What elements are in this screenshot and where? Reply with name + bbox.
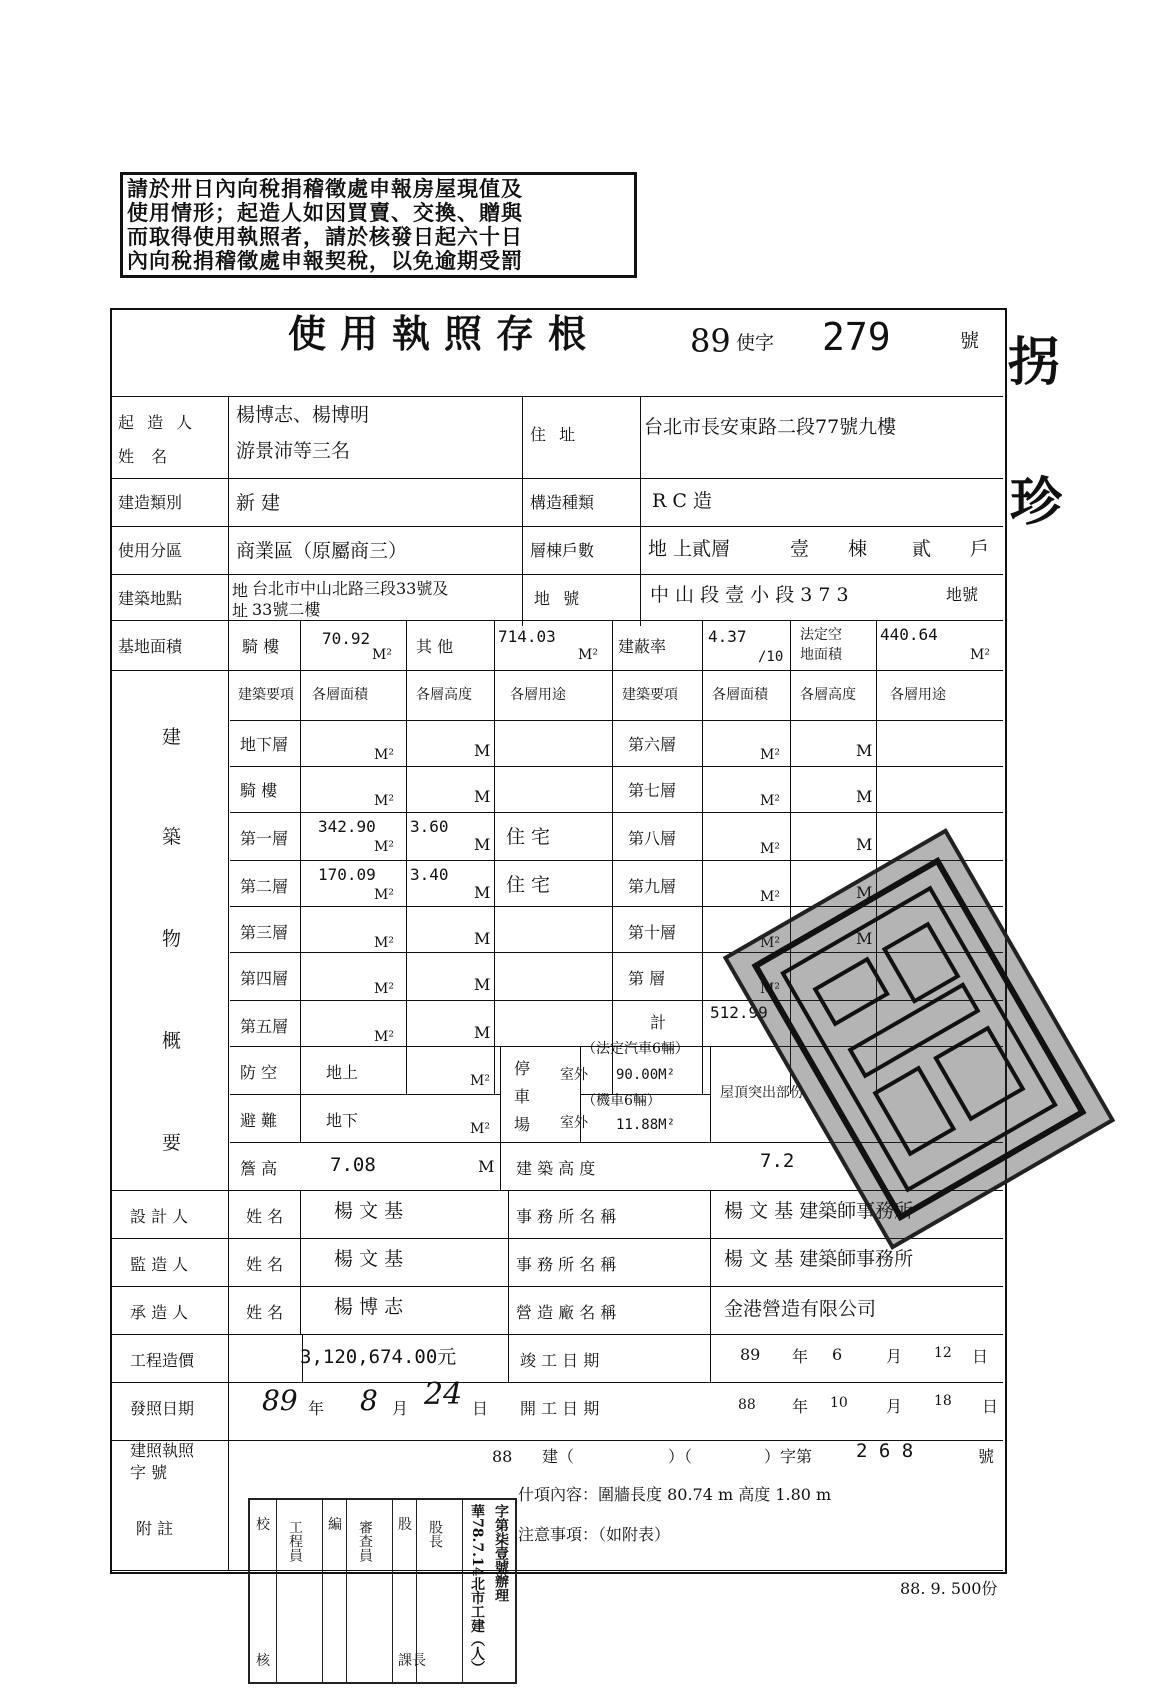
unit: M² [374, 887, 394, 903]
unit: M² [760, 889, 780, 905]
remarks-line: 注意事項：（如附表） [518, 1525, 671, 1544]
unit: M² [470, 1121, 490, 1137]
owner-label: 姓 名 [118, 447, 174, 466]
month-unit: 月 [886, 1397, 903, 1416]
build-permit-suffix: 號 [978, 1447, 995, 1466]
year-unit: 年 [792, 1347, 809, 1366]
start-month: 10 [830, 1395, 848, 1411]
col-header: 各層高度 [800, 687, 856, 703]
issue-month: 8 [360, 1384, 378, 1417]
unit: M [856, 929, 873, 948]
address-label: 住 址 [530, 425, 580, 444]
coverage-label: 建蔽率 [618, 637, 667, 656]
outdoor-label: 室外 [560, 1067, 588, 1083]
side-label: 概 [162, 1030, 182, 1052]
buildings: 壹 [790, 538, 810, 560]
build-type-label: 建造類別 [118, 493, 183, 512]
structure-label: 構造種類 [530, 493, 595, 512]
day-unit: 日 [472, 1399, 489, 1418]
designer-name: 楊 文 基 [334, 1200, 404, 1222]
outdoor-area: 11.88M² [616, 1117, 676, 1133]
office-label: 事 務 所 名 稱 [516, 1207, 617, 1226]
unit: M² [760, 981, 780, 997]
floor-item: 第五層 [240, 1017, 289, 1036]
shelter-below: 地下 [326, 1111, 359, 1130]
side-label: 物 [162, 928, 182, 950]
unit: M [856, 787, 873, 806]
unit: M² [760, 793, 780, 809]
contractor-office: 金港營造有限公司 [724, 1298, 877, 1320]
unit: M² [374, 1029, 394, 1045]
households: 貳 [912, 538, 932, 560]
edge-char: 珍 [1010, 472, 1063, 533]
build-permit-type: 建（ [542, 1447, 575, 1466]
owner-label: 起 造 人 [118, 413, 197, 432]
permit-prefix: 使字 [736, 332, 775, 354]
col-header: 建築要項 [622, 687, 678, 703]
name-label: 姓 名 [246, 1303, 284, 1322]
col-header: 各層高度 [416, 687, 472, 703]
supervisor-name: 楊 文 基 [334, 1248, 404, 1270]
month-unit: 月 [886, 1347, 903, 1366]
day-unit: 日 [982, 1397, 999, 1416]
households-unit: 戶 [970, 538, 990, 560]
moto-note: （機車6輛） [582, 1093, 661, 1109]
side-label: 築 [162, 826, 182, 848]
zoning: 商業區（原屬商三） [236, 540, 408, 562]
open-space-label: 地面積 [800, 647, 842, 663]
floor-item: 第十層 [628, 923, 677, 942]
col-header: 各層面積 [712, 687, 768, 703]
floor-item: 第二層 [240, 877, 289, 896]
issue-day: 24 [424, 1377, 463, 1412]
remarks-line: 什項內容：圍牆長度 80.74 m 高度 1.80 m [518, 1485, 832, 1504]
total-area: 512.99 [710, 1003, 768, 1022]
floor-item: 第六層 [628, 735, 677, 754]
floor-height: 3.60 [410, 817, 449, 836]
year-unit: 年 [792, 1397, 809, 1416]
unit: M [478, 1157, 495, 1176]
floor-item: 第 層 [628, 969, 666, 988]
year-unit: 年 [308, 1399, 325, 1418]
floor-area: 342.90 [318, 817, 376, 836]
completion-year: 89 [740, 1345, 761, 1364]
coverage-den: /10 [758, 649, 784, 665]
unit: M [856, 741, 873, 760]
col-header: 各層用途 [890, 687, 946, 703]
arcade-label: 騎 樓 [242, 637, 280, 656]
site-address: 台北市中山北路三段33號及 [252, 579, 449, 598]
unit: M [474, 883, 491, 902]
seal-label: 股 [398, 1517, 412, 1533]
print-run: 88. 9. 500份 [900, 1579, 998, 1598]
open-space-area: 440.64 [880, 625, 938, 644]
eaves-label: 簷 高 [240, 1159, 278, 1178]
floors: 地 上貳層 [648, 538, 731, 560]
addr-prefix: 址 [232, 601, 249, 620]
floor-item: 第三層 [240, 923, 289, 942]
unit: M² [760, 747, 780, 763]
shelter-above: 地上 [326, 1063, 359, 1082]
completion-month: 6 [832, 1345, 843, 1364]
eaves-height: 7.08 [330, 1154, 376, 1176]
notice-line: 內向稅捐稽徵處申報契稅，以免逾期受罰 [127, 249, 523, 273]
page-title: 使用執照存根 [288, 311, 601, 356]
lot-suffix: 地號 [946, 585, 979, 604]
unit: M [856, 883, 873, 902]
completion-day: 12 [934, 1345, 952, 1361]
unit: M² [760, 841, 780, 857]
issue-label: 發照日期 [130, 1399, 195, 1418]
floor-item: 第一層 [240, 829, 289, 848]
floor-item: 第九層 [628, 877, 677, 896]
seal-label: 核 [256, 1653, 270, 1669]
office-label: 營 造 廠 名 稱 [516, 1303, 617, 1322]
outdoor-label: 室外 [560, 1115, 588, 1131]
coverage-ratio: 4.37 [708, 627, 747, 646]
structure-type: R C 造 [652, 490, 712, 512]
unit: M² [374, 981, 394, 997]
contractor-name: 楊 博 志 [334, 1296, 404, 1318]
owner-names: 游景沛等三名 [236, 440, 351, 462]
outdoor-area: 90.00M² [616, 1067, 676, 1083]
unit: M [474, 929, 491, 948]
unit: M [474, 787, 491, 806]
day-unit: 日 [972, 1347, 989, 1366]
building-height: 7.2 [760, 1150, 795, 1172]
shelter-label: 防 空 [240, 1063, 278, 1082]
permit-number: 279 [822, 315, 891, 359]
supervisor-office: 楊 文 基 建築師事務所 [724, 1248, 914, 1270]
col-header: 各層用途 [510, 687, 566, 703]
notice-line: 請於卅日內向稅捐稽徵處申報房屋現值及 [127, 177, 523, 201]
floors-label: 層棟戶數 [530, 541, 595, 560]
unit: M² [372, 647, 392, 663]
parking-label: 車 [514, 1087, 531, 1106]
parking-label: 場 [514, 1115, 531, 1134]
shelter-label: 避 難 [240, 1111, 278, 1130]
designer-office: 楊 文 基 建築師事務所 [724, 1200, 914, 1222]
building-height-label: 建 築 高 度 [516, 1159, 596, 1178]
permit-label: 建照執照 [130, 1441, 195, 1460]
addr-prefix: 地 [232, 581, 249, 600]
seal-label: 工程員 [287, 1520, 303, 1562]
open-space-label: 法定空 [800, 627, 842, 643]
col-header: 建築要項 [238, 687, 294, 703]
site-area-label: 基地面積 [118, 637, 183, 656]
floor-item: 騎 樓 [240, 781, 278, 800]
unit: M [474, 1023, 491, 1042]
seal-note: 華78.7.14北市工建（人） [469, 1504, 485, 1675]
floor-item: 第四層 [240, 969, 289, 988]
unit: M² [374, 839, 394, 855]
seal-label: 股長 [427, 1520, 443, 1548]
floor-area: 170.09 [318, 865, 376, 884]
cost-value: 3,120,674.00元 [300, 1346, 457, 1368]
role-label: 監 造 人 [130, 1255, 189, 1274]
seal-label: 課長 [398, 1653, 426, 1669]
seal-note: 字第柒壹號辦理 [493, 1504, 509, 1602]
floor-item: 第八層 [628, 829, 677, 848]
permit-label: 字 號 [130, 1463, 168, 1482]
floor-item: 地下層 [240, 735, 289, 754]
name-label: 姓 名 [246, 1255, 284, 1274]
other-label: 其 他 [416, 637, 454, 656]
other-area: 714.03 [498, 627, 556, 646]
total-label: 計 [650, 1013, 667, 1032]
site-address: 33號二樓 [252, 600, 321, 619]
issue-year: 89 [262, 1384, 298, 1417]
seal-label: 審查員 [357, 1520, 373, 1562]
unit: M [856, 835, 873, 854]
start-year: 88 [738, 1397, 756, 1413]
roof-label: 屋頂突出部份 [720, 1085, 804, 1101]
start-day: 18 [934, 1393, 952, 1409]
completion-label: 竣 工 日 期 [520, 1351, 600, 1370]
zoning-label: 使用分區 [118, 541, 183, 560]
name-label: 姓 名 [246, 1207, 284, 1226]
location-label: 建築地點 [118, 589, 183, 608]
side-label: 建 [162, 726, 182, 748]
unit: M [474, 835, 491, 854]
month-unit: 月 [392, 1399, 409, 1418]
unit: M² [760, 935, 780, 951]
unit: M² [970, 647, 990, 663]
col-header: 各層面積 [312, 687, 368, 703]
floor-height: 3.40 [410, 865, 449, 884]
unit: M [474, 975, 491, 994]
edge-char: 拐 [1008, 332, 1061, 393]
cost-label: 工程造價 [130, 1351, 195, 1370]
owner-names: 楊博志、楊博明 [236, 404, 370, 426]
build-permit-paren: ）（ [668, 1447, 693, 1466]
unit: M² [374, 747, 394, 763]
owner-address: 台北市長安東路二段77號九樓 [644, 416, 897, 438]
floor-item: 第七層 [628, 781, 677, 800]
office-label: 事 務 所 名 稱 [516, 1255, 617, 1274]
floor-use: 住 宅 [506, 826, 551, 848]
seal-label: 編 [328, 1517, 342, 1533]
remarks-label: 附 註 [136, 1519, 174, 1538]
unit: M² [578, 647, 598, 663]
car-note: （法定汽車6輛） [582, 1041, 689, 1057]
side-label: 要 [162, 1132, 182, 1154]
floor-use: 住 宅 [506, 874, 551, 896]
start-label: 開 工 日 期 [520, 1399, 600, 1418]
build-permit-year: 88 [492, 1447, 513, 1466]
notice-line: 而取得使用執照者，請於核發日起六十日 [127, 225, 523, 249]
unit: M² [374, 793, 394, 809]
buildings-unit: 棟 [848, 538, 868, 560]
tax-notice [120, 172, 637, 278]
lot-label: 地 號 [534, 589, 584, 608]
build-permit-paren: ）字第 [764, 1447, 813, 1466]
role-label: 設 計 人 [130, 1207, 189, 1226]
permit-year: 89 [690, 322, 731, 360]
unit: M [474, 741, 491, 760]
approval-seals [248, 1498, 517, 1684]
build-type: 新 建 [236, 492, 281, 514]
lot-number: 中 山 段 壹 小 段 3 7 3 [650, 584, 849, 606]
build-permit-number: 2 6 8 [856, 1440, 914, 1462]
unit: M² [470, 1073, 490, 1089]
notice-line: 使用情形；起造人如因買賣、交換、贈與 [127, 201, 523, 225]
permit-suffix: 號 [960, 330, 980, 352]
unit: M² [374, 935, 394, 951]
seal-label: 校 [256, 1517, 270, 1533]
parking-label: 停 [514, 1059, 531, 1078]
arcade-area: 70.92 [322, 629, 371, 648]
role-label: 承 造 人 [130, 1303, 189, 1322]
